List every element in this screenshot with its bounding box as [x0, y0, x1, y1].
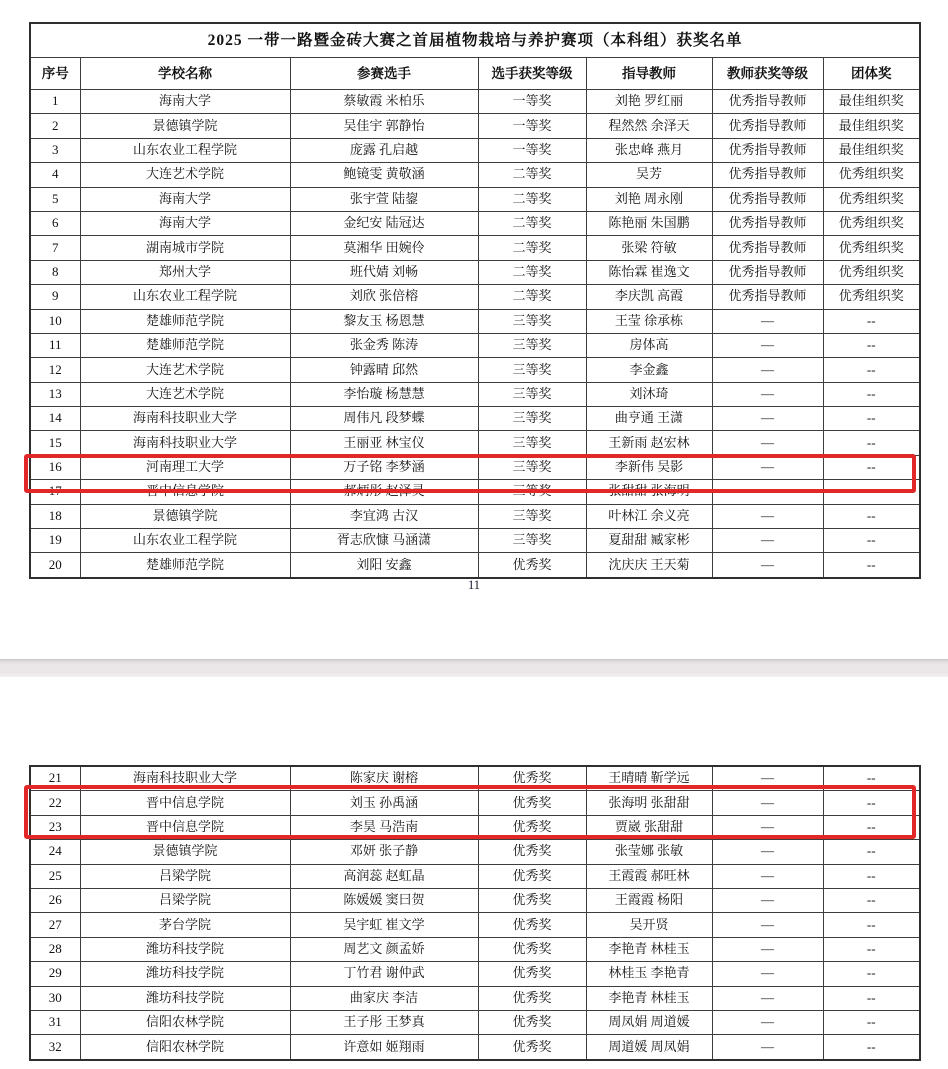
cell-teachers: 张莹娜 张敏: [586, 840, 712, 864]
cell-no: 15: [30, 431, 80, 455]
cell-no: 13: [30, 382, 80, 406]
column-header-award-level: 选手获奖等级: [478, 58, 586, 90]
cell-teachers: 程然然 余泽天: [586, 114, 712, 138]
cell-award: 三等奖: [478, 358, 586, 382]
cell-award: 三等奖: [478, 333, 586, 357]
cell-school: 景德镇学院: [80, 114, 290, 138]
cell-award: 三等奖: [478, 504, 586, 528]
cell-award: 优秀奖: [478, 913, 586, 937]
column-header-index: 序号: [30, 58, 80, 90]
cell-contestants: 陈媛媛 窦曰贺: [290, 888, 478, 912]
cell-teachers: 陈怡霖 崔逸文: [586, 260, 712, 284]
table-row: [30, 864, 920, 888]
cell-no: 29: [30, 962, 80, 986]
cell-school: 信阳农林学院: [80, 1035, 290, 1060]
cell-contestants: 张金秀 陈涛: [290, 333, 478, 357]
cell-school: 茅台学院: [80, 913, 290, 937]
cell-group_award: --: [823, 766, 920, 791]
cell-school: 潍坊科技学院: [80, 986, 290, 1010]
cell-award: 优秀奖: [478, 791, 586, 815]
cell-school: 湖南城市学院: [80, 236, 290, 260]
cell-no: 3: [30, 138, 80, 162]
cell-no: 22: [30, 791, 80, 815]
cell-teachers: 张海明 张甜甜: [586, 791, 712, 815]
cell-group_award: 优秀组织奖: [823, 163, 920, 187]
table-row: [30, 382, 920, 406]
cell-award: 优秀奖: [478, 553, 586, 578]
cell-teacher_award: —: [712, 504, 823, 528]
cell-contestants: 邓妍 张子静: [290, 840, 478, 864]
table-row: [30, 431, 920, 455]
cell-school: 晋中信息学院: [80, 815, 290, 839]
table-row: [30, 840, 920, 864]
cell-teachers: 李庆凯 高霞: [586, 285, 712, 309]
column-header-school: 学校名称: [80, 58, 290, 90]
cell-contestants: 吴佳宇 郭静怡: [290, 114, 478, 138]
cell-teachers: 李艳青 林桂玉: [586, 986, 712, 1010]
cell-contestants: 曲家庆 李洁: [290, 986, 478, 1010]
page-number: 11: [467, 578, 481, 592]
cell-group_award: --: [823, 480, 920, 504]
cell-contestants: 郝炳彤 赵泽灵: [290, 480, 478, 504]
cell-group_award: 优秀组织奖: [823, 187, 920, 211]
table-row: [30, 114, 920, 138]
cell-teacher_award: —: [712, 791, 823, 815]
cell-group_award: --: [823, 407, 920, 431]
cell-contestants: 李怡璇 杨慧慧: [290, 382, 478, 406]
cell-school: 晋中信息学院: [80, 791, 290, 815]
cell-award: 三等奖: [478, 309, 586, 333]
table-row: [30, 815, 920, 839]
table-row: [30, 236, 920, 260]
cell-teachers: 李艳青 林桂玉: [586, 937, 712, 961]
table-row: [30, 937, 920, 961]
cell-no: 30: [30, 986, 80, 1010]
cell-group_award: --: [823, 333, 920, 357]
cell-teacher_award: 优秀指导教师: [712, 90, 823, 114]
cell-contestants: 王丽亚 林宝仪: [290, 431, 478, 455]
cell-contestants: 鲍镜雯 黄敬涵: [290, 163, 478, 187]
cell-teachers: 刘沐琦: [586, 382, 712, 406]
column-header-group-award: 团体奖: [823, 58, 920, 90]
cell-no: 31: [30, 1010, 80, 1034]
table-row: [30, 913, 920, 937]
cell-no: 17: [30, 480, 80, 504]
cell-school: 楚雄师范学院: [80, 333, 290, 357]
cell-group_award: 优秀组织奖: [823, 285, 920, 309]
table-row: [30, 333, 920, 357]
cell-contestants: 刘玉 孙禹涵: [290, 791, 478, 815]
cell-contestants: 王子彤 王梦真: [290, 1010, 478, 1034]
column-header-teacher-award: 教师获奖等级: [712, 58, 823, 90]
cell-teachers: 沈庆庆 王天菊: [586, 553, 712, 578]
cell-award: 优秀奖: [478, 888, 586, 912]
cell-teachers: 夏甜甜 臧家彬: [586, 529, 712, 553]
cell-teachers: 陈艳丽 朱国鹏: [586, 211, 712, 235]
cell-group_award: --: [823, 358, 920, 382]
cell-contestants: 万子铭 李梦涵: [290, 455, 478, 479]
cell-award: 一等奖: [478, 138, 586, 162]
cell-school: 海南科技职业大学: [80, 766, 290, 791]
cell-group_award: 优秀组织奖: [823, 260, 920, 284]
cell-no: 4: [30, 163, 80, 187]
table-row: [30, 1035, 920, 1060]
table-row: [30, 455, 920, 479]
cell-school: 山东农业工程学院: [80, 138, 290, 162]
cell-no: 1: [30, 90, 80, 114]
cell-school: 晋中信息学院: [80, 480, 290, 504]
cell-award: 三等奖: [478, 407, 586, 431]
cell-award: 优秀奖: [478, 766, 586, 791]
cell-school: 大连艺术学院: [80, 382, 290, 406]
cell-no: 18: [30, 504, 80, 528]
cell-no: 26: [30, 888, 80, 912]
cell-contestants: 周艺文 颜孟娇: [290, 937, 478, 961]
cell-group_award: --: [823, 986, 920, 1010]
cell-teachers: 吴芳: [586, 163, 712, 187]
table-row: [30, 309, 920, 333]
cell-award: 二等奖: [478, 163, 586, 187]
cell-no: 7: [30, 236, 80, 260]
cell-teacher_award: 优秀指导教师: [712, 114, 823, 138]
cell-teacher_award: —: [712, 937, 823, 961]
cell-award: 二等奖: [478, 285, 586, 309]
cell-award: 三等奖: [478, 455, 586, 479]
cell-contestants: 刘阳 安鑫: [290, 553, 478, 578]
cell-teachers: 张甜甜 张海明: [586, 480, 712, 504]
cell-teacher_award: —: [712, 864, 823, 888]
cell-contestants: 黎友玉 杨恩慧: [290, 309, 478, 333]
cell-award: 三等奖: [478, 480, 586, 504]
cell-school: 山东农业工程学院: [80, 285, 290, 309]
cell-teachers: 周凤娟 周道媛: [586, 1010, 712, 1034]
table-row: [30, 766, 920, 791]
cell-no: 23: [30, 815, 80, 839]
cell-teacher_award: 优秀指导教师: [712, 138, 823, 162]
cell-school: 郑州大学: [80, 260, 290, 284]
table-row: [30, 504, 920, 528]
cell-teacher_award: —: [712, 382, 823, 406]
cell-teacher_award: —: [712, 431, 823, 455]
cell-teachers: 刘艳 罗红丽: [586, 90, 712, 114]
table-row: [30, 480, 920, 504]
cell-award: 优秀奖: [478, 1035, 586, 1060]
cell-award: 三等奖: [478, 529, 586, 553]
cell-contestants: 李宜鸿 古汉: [290, 504, 478, 528]
cell-no: 20: [30, 553, 80, 578]
cell-group_award: 优秀组织奖: [823, 236, 920, 260]
cell-school: 楚雄师范学院: [80, 553, 290, 578]
cell-no: 8: [30, 260, 80, 284]
table-row: [30, 187, 920, 211]
cell-group_award: --: [823, 937, 920, 961]
cell-school: 山东农业工程学院: [80, 529, 290, 553]
cell-teacher_award: —: [712, 1010, 823, 1034]
cell-no: 25: [30, 864, 80, 888]
cell-teacher_award: 优秀指导教师: [712, 285, 823, 309]
cell-teacher_award: —: [712, 913, 823, 937]
table-row: [30, 553, 920, 578]
cell-award: 优秀奖: [478, 864, 586, 888]
cell-no: 6: [30, 211, 80, 235]
column-header-contestants: 参赛选手: [290, 58, 478, 90]
cell-group_award: --: [823, 431, 920, 455]
table-row: [30, 358, 920, 382]
cell-contestants: 李昊 马浩南: [290, 815, 478, 839]
cell-teachers: 林桂玉 李艳青: [586, 962, 712, 986]
cell-contestants: 胥志欣慷 马涵潇: [290, 529, 478, 553]
cell-award: 三等奖: [478, 382, 586, 406]
table-header-row: [30, 58, 920, 90]
cell-no: 16: [30, 455, 80, 479]
cell-school: 海南科技职业大学: [80, 407, 290, 431]
cell-teachers: 王莹 徐承栋: [586, 309, 712, 333]
cell-group_award: --: [823, 553, 920, 578]
cell-school: 海南大学: [80, 187, 290, 211]
cell-teacher_award: —: [712, 840, 823, 864]
cell-school: 大连艺术学院: [80, 163, 290, 187]
table-row: [30, 211, 920, 235]
column-header-teachers: 指导教师: [586, 58, 712, 90]
cell-school: 海南大学: [80, 90, 290, 114]
cell-contestants: 金纪安 陆冠达: [290, 211, 478, 235]
cell-school: 潍坊科技学院: [80, 937, 290, 961]
cell-group_award: --: [823, 309, 920, 333]
cell-award: 优秀奖: [478, 1010, 586, 1034]
cell-contestants: 刘欣 张倍榕: [290, 285, 478, 309]
cell-teacher_award: 优秀指导教师: [712, 260, 823, 284]
table-row: [30, 407, 920, 431]
cell-award: 二等奖: [478, 187, 586, 211]
cell-award: 二等奖: [478, 236, 586, 260]
cell-no: 27: [30, 913, 80, 937]
cell-group_award: --: [823, 504, 920, 528]
table-row: [30, 888, 920, 912]
cell-award: 优秀奖: [478, 962, 586, 986]
cell-group_award: 最佳组织奖: [823, 90, 920, 114]
cell-award: 一等奖: [478, 114, 586, 138]
cell-no: 9: [30, 285, 80, 309]
table-row: [30, 163, 920, 187]
cell-contestants: 高润蕊 赵虹晶: [290, 864, 478, 888]
cell-no: 5: [30, 187, 80, 211]
cell-group_award: --: [823, 1010, 920, 1034]
cell-no: 32: [30, 1035, 80, 1060]
cell-no: 11: [30, 333, 80, 357]
cell-teachers: 叶林江 余义亮: [586, 504, 712, 528]
cell-award: 二等奖: [478, 211, 586, 235]
cell-award: 优秀奖: [478, 815, 586, 839]
cell-teachers: 王晴晴 靳学远: [586, 766, 712, 791]
cell-teacher_award: —: [712, 480, 823, 504]
cell-group_award: --: [823, 529, 920, 553]
cell-contestants: 蔡敏霞 米柏乐: [290, 90, 478, 114]
cell-teacher_award: —: [712, 358, 823, 382]
cell-teacher_award: —: [712, 986, 823, 1010]
cell-teachers: 曲亨通 王潇: [586, 407, 712, 431]
table-row: [30, 986, 920, 1010]
cell-teacher_award: 优秀指导教师: [712, 236, 823, 260]
cell-school: 景德镇学院: [80, 840, 290, 864]
cell-contestants: 许意如 姬翔雨: [290, 1035, 478, 1060]
cell-contestants: 庞露 孔启越: [290, 138, 478, 162]
cell-group_award: --: [823, 455, 920, 479]
cell-teachers: 张忠峰 燕月: [586, 138, 712, 162]
cell-contestants: 钟露晴 邱然: [290, 358, 478, 382]
table-row: [30, 138, 920, 162]
cell-group_award: --: [823, 864, 920, 888]
cell-teachers: 贾崴 张甜甜: [586, 815, 712, 839]
cell-school: 楚雄师范学院: [80, 309, 290, 333]
cell-school: 吕梁学院: [80, 888, 290, 912]
cell-teacher_award: —: [712, 815, 823, 839]
table-row: [30, 90, 920, 114]
cell-teacher_award: —: [712, 888, 823, 912]
cell-teacher_award: 优秀指导教师: [712, 211, 823, 235]
cell-group_award: 优秀组织奖: [823, 211, 920, 235]
cell-teachers: 刘艳 周永刚: [586, 187, 712, 211]
cell-teachers: 吴开贤: [586, 913, 712, 937]
table-row: [30, 529, 920, 553]
cell-no: 14: [30, 407, 80, 431]
cell-teachers: 房体高: [586, 333, 712, 357]
cell-teacher_award: —: [712, 309, 823, 333]
cell-contestants: 莫湘华 田婉伶: [290, 236, 478, 260]
cell-teacher_award: —: [712, 529, 823, 553]
cell-teacher_award: —: [712, 962, 823, 986]
cell-group_award: --: [823, 791, 920, 815]
cell-group_award: --: [823, 1035, 920, 1060]
cell-teachers: 张梁 符敏: [586, 236, 712, 260]
table-row: [30, 791, 920, 815]
cell-school: 景德镇学院: [80, 504, 290, 528]
cell-school: 海南大学: [80, 211, 290, 235]
cell-teachers: 李金鑫: [586, 358, 712, 382]
cell-school: 大连艺术学院: [80, 358, 290, 382]
table-title-row: [30, 23, 920, 58]
table-row: [30, 1010, 920, 1034]
table-row: [30, 962, 920, 986]
cell-award: 二等奖: [478, 260, 586, 284]
cell-teachers: 王霞霞 郝旺林: [586, 864, 712, 888]
cell-group_award: 最佳组织奖: [823, 138, 920, 162]
cell-teacher_award: 优秀指导教师: [712, 187, 823, 211]
cell-group_award: --: [823, 815, 920, 839]
cell-group_award: --: [823, 840, 920, 864]
cell-group_award: --: [823, 382, 920, 406]
cell-no: 24: [30, 840, 80, 864]
cell-contestants: 陈家庆 谢榕: [290, 766, 478, 791]
cell-teacher_award: —: [712, 553, 823, 578]
cell-contestants: 张宇萱 陆鋆: [290, 187, 478, 211]
cell-teacher_award: —: [712, 407, 823, 431]
cell-no: 28: [30, 937, 80, 961]
cell-school: 吕梁学院: [80, 864, 290, 888]
cell-no: 21: [30, 766, 80, 791]
table-row: [30, 285, 920, 309]
cell-teacher_award: —: [712, 455, 823, 479]
cell-teacher_award: 优秀指导教师: [712, 163, 823, 187]
cell-award: 优秀奖: [478, 840, 586, 864]
cell-award: 一等奖: [478, 90, 586, 114]
cell-group_award: --: [823, 888, 920, 912]
table-row: [30, 260, 920, 284]
awards-table-page1: [29, 22, 921, 579]
cell-no: 2: [30, 114, 80, 138]
cell-award: 优秀奖: [478, 937, 586, 961]
cell-award: 优秀奖: [478, 986, 586, 1010]
cell-contestants: 丁竹君 谢仲武: [290, 962, 478, 986]
cell-teachers: 王新雨 赵宏林: [586, 431, 712, 455]
cell-group_award: 最佳组织奖: [823, 114, 920, 138]
cell-no: 10: [30, 309, 80, 333]
cell-teacher_award: —: [712, 1035, 823, 1060]
cell-contestants: 周伟凡 段梦蝶: [290, 407, 478, 431]
cell-group_award: --: [823, 962, 920, 986]
cell-teachers: 王霞霞 杨阳: [586, 888, 712, 912]
cell-school: 海南科技职业大学: [80, 431, 290, 455]
cell-teachers: 周道媛 周凤娟: [586, 1035, 712, 1060]
cell-teacher_award: —: [712, 766, 823, 791]
cell-school: 信阳农林学院: [80, 1010, 290, 1034]
cell-group_award: --: [823, 913, 920, 937]
cell-school: 潍坊科技学院: [80, 962, 290, 986]
cell-teachers: 李新伟 吴影: [586, 455, 712, 479]
cell-contestants: 班代婧 刘畅: [290, 260, 478, 284]
page-separator: [0, 659, 948, 677]
cell-no: 12: [30, 358, 80, 382]
cell-no: 19: [30, 529, 80, 553]
cell-award: 三等奖: [478, 431, 586, 455]
awards-table-page2: [29, 765, 921, 1061]
document-title: 2025 一带一路暨金砖大赛之首届植物栽培与养护赛项（本科组）获奖名单: [30, 23, 920, 58]
cell-teacher_award: —: [712, 333, 823, 357]
cell-school: 河南理工大学: [80, 455, 290, 479]
cell-contestants: 吴宇虹 崔文学: [290, 913, 478, 937]
